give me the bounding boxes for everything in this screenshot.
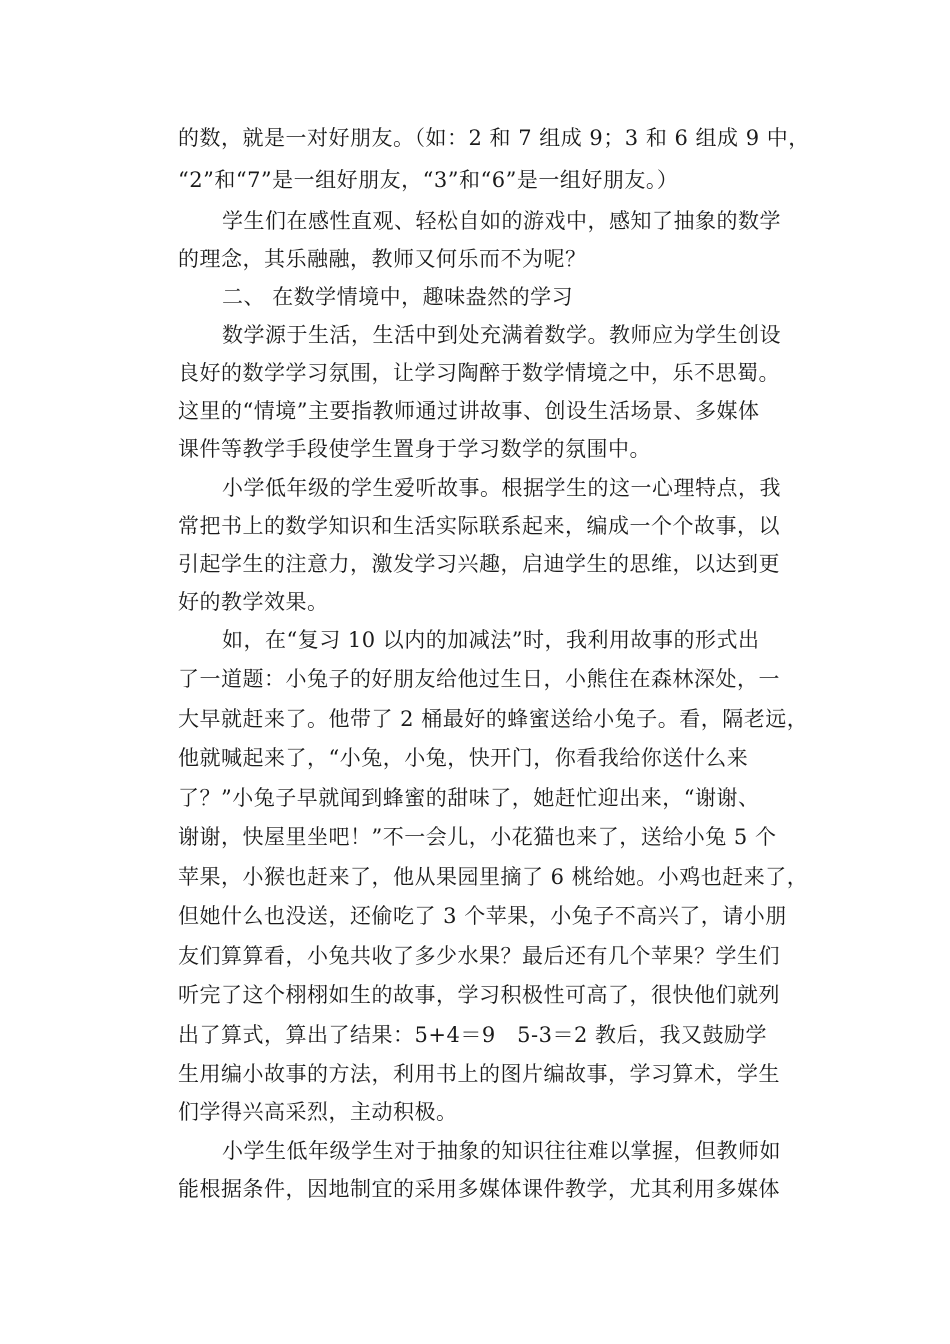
text-line: 但她什么也没送，还偷吃了 3 个苹果，小兔子不高兴了，请小朋 [178,904,787,928]
paragraph-first-line: 小学低年级的学生爱听故事。根据学生的这一心理特点，我 [222,476,781,500]
text-line: “2”和“7”是一组好朋友，“3”和“6”是一组好朋友。） [178,168,679,192]
text-line: 的数，就是一对好朋友。（如：2 和 7 组成 9；3 和 6 组成 9 中， [178,126,810,150]
text-line: 苹果，小猴也赶来了，他从果园里摘了 6 桃给她。小鸡也赶来了， [178,865,809,889]
text-line: 良好的数学学习氛围，让学习陶醉于数学情境之中，乐不思蜀。 [178,361,780,385]
text-line: 大早就赶来了。他带了 2 桶最好的蜂蜜送给小兔子。看，隔老远， [178,707,809,731]
paragraph-first-line: 如，在“复习 10 以内的加减法”时，我利用故事的形式出 [222,628,760,652]
text-line: 生用编小故事的方法，利用书上的图片编故事，学习算术，学生 [178,1062,780,1086]
paragraph-first-line: 数学源于生活，生活中到处充满着数学。教师应为学生创设 [222,323,781,347]
text-line: 这里的“情境”主要指教师通过讲故事、创设生活场景、多媒体 [178,399,760,423]
text-line: 好的教学效果。 [178,590,329,614]
text-line: 能根据条件，因地制宜的采用多媒体课件教学，尤其利用多媒体 [178,1177,780,1201]
text-line: 友们算算看，小兔共收了多少水果？最后还有几个苹果？学生们 [178,944,780,968]
text-line: 引起学生的注意力，激发学习兴趣，启迪学生的思维，以达到更 [178,552,780,576]
text-line: 的理念，其乐融融，教师又何乐而不为呢？ [178,247,587,271]
text-line: 们学得兴高采烈，主动积极。 [178,1100,458,1124]
text-line: 他就喊起来了，“小兔，小兔，快开门，你看我给你送什么来 [178,746,749,770]
text-line: 出了算式，算出了结果：5+4＝9 5-3＝2 教后，我又鼓励学 [178,1023,768,1047]
text-line: 了？”小兔子早就闻到蜂蜜的甜味了，她赶忙迎出来，“谢谢、 [178,786,760,810]
text-line: 常把书上的数学知识和生活实际联系起来，编成一个个故事，以 [178,514,780,538]
text-line: 谢谢，快屋里坐吧！”不一会儿，小花猫也来了，送给小兔 5 个 [178,825,777,849]
section-heading: 二、 在数学情境中，趣味盎然的学习 [222,285,574,309]
text-line: 听完了这个栩栩如生的故事，学习积极性可高了，很快他们就列 [178,983,780,1007]
paragraph-first-line: 学生们在感性直观、轻松自如的游戏中，感知了抽象的数学 [222,209,781,233]
text-line: 了一道题：小兔子的好朋友给他过生日，小熊住在森林深处，一 [178,667,780,691]
paragraph-first-line: 小学生低年级学生对于抽象的知识往往难以掌握，但教师如 [222,1139,781,1163]
text-line: 课件等教学手段使学生置身于学习数学的氛围中。 [178,437,651,461]
